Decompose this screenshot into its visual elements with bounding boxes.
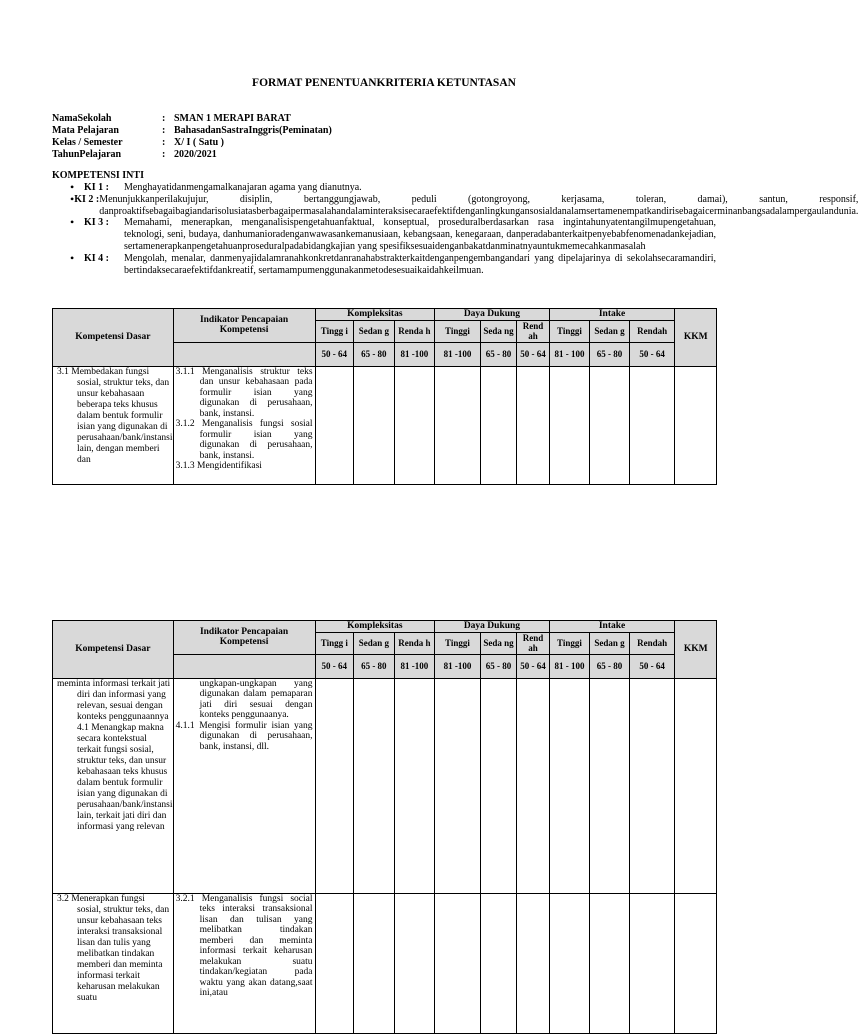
header-range: 81 -100 xyxy=(435,654,481,678)
kkm-table-1 xyxy=(52,308,717,485)
header-range: 65 - 80 xyxy=(590,342,630,366)
header-range: 65 - 80 xyxy=(354,654,395,678)
header-sub: Seda ng xyxy=(480,320,516,342)
header-sub: Tingg i xyxy=(315,632,354,654)
header-kd: Kompetensi Dasar xyxy=(53,309,174,367)
header-sub: Renda h xyxy=(394,320,435,342)
header-range: 65 - 80 xyxy=(480,342,516,366)
header-sub: Tinggi xyxy=(435,320,481,342)
indicator-cell: ungkapan-ungkapan yang digunakan dalam pemaparan jati diri sesuai dengan konteks penggunaanya. 4.1.1 Mengisi formulir isian yang digunakan di perusahaan, bank, instansi, dll. xyxy=(173,678,315,893)
kd-cell: 3.2 Menerapkan fungsi sosial, struktur teks, dan unsur kebahasaan teks interaksi transaksional lisan dan tulis yang melibatkan tindakan memberi dan meminta informasi terkait keharusan melakukan suatu xyxy=(53,893,174,1033)
indicator-cell: 3.1.1 Menganalisis struktur teks dan unsur kebahasaan pada formulir isian yang digunakan di perusahaan, bank, instansi. 3.1.2 Menganalisis fungsi sosial formulir isian yang digunakan di perusahaan, bank, instansi. 3.1.3 Mengidentifikasi xyxy=(173,366,315,484)
table-row xyxy=(53,893,717,1033)
header-range: 50 - 64 xyxy=(629,654,675,678)
header-sub: Rendah xyxy=(629,632,675,654)
header-daya-dukung: Daya Dukung xyxy=(435,309,550,321)
header-sub: Seda ng xyxy=(480,632,516,654)
header-sub: Sedan g xyxy=(354,632,395,654)
school-info xyxy=(52,113,332,161)
indicator-cell: 3.2.1 Menganalisis fungsi social teks interaksi transaksional lisan dan tulisan yang melibatkan tindakan memberi dan meminta informasi terkait keharusan melakukan suatu tindakan/kegiatan pada waktu yang akan datang,saat ini,atau xyxy=(173,893,315,1033)
header-ipk: Indikator Pencapaian Kompetensi xyxy=(173,309,315,343)
header-sub: Rendah xyxy=(629,320,675,342)
header-kd: Kompetensi Dasar xyxy=(53,621,174,679)
header-sub: Rend ah xyxy=(517,632,549,654)
header-kompleksitas: Kompleksitas xyxy=(315,309,435,321)
table-row xyxy=(53,678,717,893)
header-range: 65 - 80 xyxy=(590,654,630,678)
header-sub: Tingg i xyxy=(315,320,354,342)
header-range: 81 -100 xyxy=(394,342,435,366)
header-sub: Sedan g xyxy=(354,320,395,342)
kd-cell: meminta informasi terkait jati diri dan informasi yang relevan, sesuai dengan konteks penggunaannya 4.1 Menangkap makna secara kontekstual terkait fungsi sosial, struktur teks, dan unsur kebahasaan teks khusus dalam bentuk formulir isian yang digunakan di perusahaan/bank/instansi lain, terkait jati diri dan informasi yang relevan xyxy=(53,678,174,893)
kd-cell: 3.1 Membedakan fungsi sosial, struktur teks, dan unsur kebahasaan beberapa teks khusus dalam bentuk formulir isian yang digunakan di perusahaan/bank/instansi lain, dengan memberi dan xyxy=(53,366,174,484)
ki-heading: KOMPETENSI INTI xyxy=(52,170,144,181)
ki-item: • KI 1 : Menghayatidanmengamalkanajaran agama yang dianutnya. xyxy=(70,180,362,194)
header-sub: Tinggi xyxy=(549,320,590,342)
header-range: 50 - 64 xyxy=(315,342,354,366)
header-range: 50 - 64 xyxy=(629,342,675,366)
header-range: 81 -100 xyxy=(394,654,435,678)
header-sub: Sedan g xyxy=(590,632,630,654)
header-kkm: KKM xyxy=(675,621,717,679)
meta-row-year: TahunPelajaran : 2020/2021 xyxy=(52,149,217,160)
header-sub: Tinggi xyxy=(549,632,590,654)
header-intake: Intake xyxy=(549,309,675,321)
meta-row-class: Kelas / Semester : X/ I ( Satu ) xyxy=(52,137,225,148)
meta-row-school: NamaSekolah : SMAN 1 MERAPI BARAT xyxy=(52,113,291,124)
header-sub: Tinggi xyxy=(435,632,481,654)
header-range: 65 - 80 xyxy=(480,654,516,678)
header-sub: Renda h xyxy=(394,632,435,654)
header-range: 50 - 64 xyxy=(517,654,549,678)
ki-item: • KI 4 : Mengolah, menalar, danmenyajidalamranahkonkretdanranahabstrakterkaitdenganpengembangandari yang dipelajarinya di sekolahsecaramandiri, bertindaksecaraefektifdankreatif, sertamampumenggunakanmetodesesuaikaidahkeilmuan. xyxy=(70,250,716,276)
ki-item: • KI 2 : Menunjukkanperilakujujur, disiplin, bertanggungjawab, peduli (gotongroyong, kerjasama, toleran, damai), santun, responsif, danproaktifsebagaibagiandarisolusiatasberbagaipermasalahandalaminteraksisecaraefektifdenganlingkungansosialdanalamsertamenempatkandirisebagaicerminanbangsadalampergaulandunia. xyxy=(70,191,858,217)
header-range: 81 -100 xyxy=(435,342,481,366)
header-range: 50 - 64 xyxy=(517,342,549,366)
ki-item: • KI 3 : Memahami, menerapkan, menganalisispengetahuanfaktual, konseptual, proseduralberdasarkan rasa ingintahunyatentangilmupengetahuan, teknologi, seni, budaya, danhumanioradenganwawasankemanusiaan, kebangsaan, kenegaraan, danperadabanterkaitpenyebabfenomenadankejadian, sertamenerapkanpengetahuanproseduralpadabidangkajian yang spesifiksesuaidenganbakatdanminatnyauntukmemecahkanmasalah xyxy=(70,215,716,252)
header-kkm: KKM xyxy=(675,309,717,367)
meta-row-subject: Mata Pelajaran : BahasadanSastraInggris(Peminatan) xyxy=(52,125,332,136)
header-range: 81 - 100 xyxy=(549,654,590,678)
header-ipk-blank xyxy=(173,342,315,366)
header-kompleksitas: Kompleksitas xyxy=(315,621,435,633)
header-range: 50 - 64 xyxy=(315,654,354,678)
header-sub: Rend ah xyxy=(517,320,549,342)
header-ipk-blank xyxy=(173,654,315,678)
kkm-table-2 xyxy=(52,620,717,1034)
header-range: 81 - 100 xyxy=(549,342,590,366)
table-row xyxy=(53,366,717,484)
header-daya-dukung: Daya Dukung xyxy=(435,621,550,633)
document-title: FORMAT PENENTUANKRITERIA KETUNTASAN xyxy=(252,77,516,89)
header-intake: Intake xyxy=(549,621,675,633)
header-ipk: Indikator Pencapaian Kompetensi xyxy=(173,621,315,655)
header-sub: Sedan g xyxy=(590,320,630,342)
ki-list xyxy=(70,180,858,276)
header-range: 65 - 80 xyxy=(354,342,395,366)
